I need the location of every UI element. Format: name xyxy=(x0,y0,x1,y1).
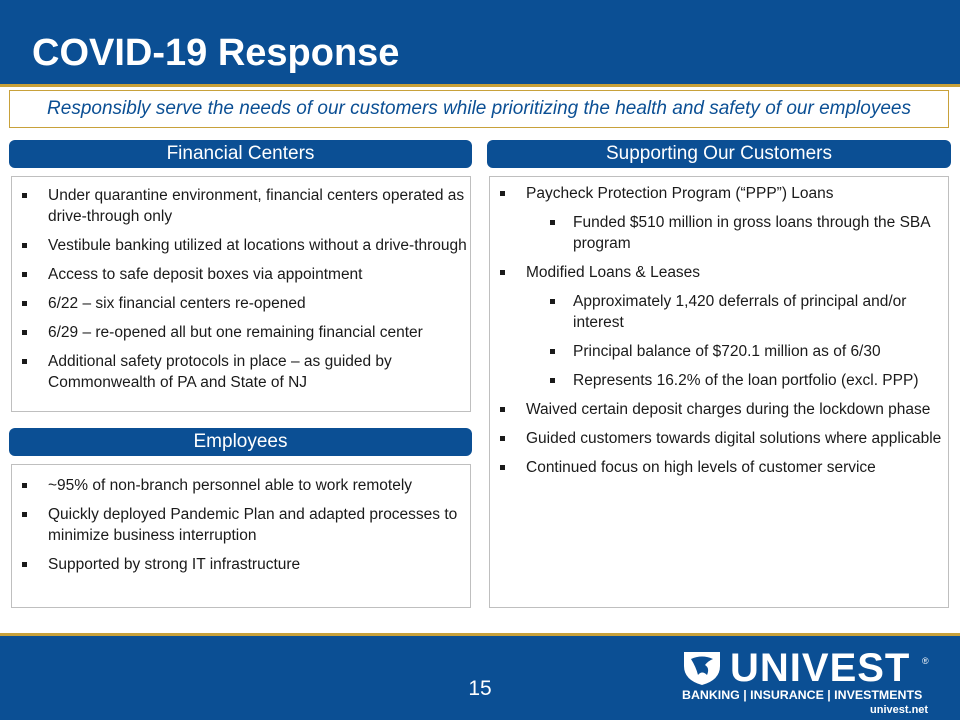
logo-url: univest.net xyxy=(870,704,929,716)
list-item: Guided customers towards digital solutions where applicable xyxy=(490,428,948,449)
employees-heading: Employees xyxy=(9,428,472,456)
supporting-customers-heading: Supporting Our Customers xyxy=(487,140,951,168)
list-item: Waived certain deposit charges during the lockdown phase xyxy=(490,399,948,420)
financial-centers-heading: Financial Centers xyxy=(9,140,472,168)
list-item: 6/29 – re-opened all but one remaining financial center xyxy=(12,322,470,343)
page-number: 15 xyxy=(468,677,492,700)
supporting-customers-list xyxy=(490,183,948,478)
list-item: ~95% of non-branch personnel able to work remotely xyxy=(12,475,470,496)
financial-centers-list xyxy=(12,185,470,393)
list-item: Quickly deployed Pandemic Plan and adapted processes to minimize business interruption xyxy=(12,504,470,546)
page-title: COVID-19 Response xyxy=(32,32,400,74)
list-item: Additional safety protocols in place – as guided by Commonwealth of PA and State of NJ xyxy=(12,351,470,393)
supporting-customers-panel xyxy=(489,176,949,608)
list-item: 6/22 – six financial centers re-opened xyxy=(12,293,470,314)
financial-centers-panel xyxy=(11,176,471,412)
mission-banner: Responsibly serve the needs of our customers while prioritizing the health and safety of our employees xyxy=(9,90,949,128)
univest-logo xyxy=(680,646,940,718)
sub-list-item: Represents 16.2% of the loan portfolio (excl. PPP) xyxy=(490,370,948,391)
list-item: Modified Loans & Leases xyxy=(490,262,948,283)
employees-panel xyxy=(11,464,471,608)
list-item: Paycheck Protection Program (“PPP”) Loans xyxy=(490,183,948,204)
sub-list-item: Approximately 1,420 deferrals of principal and/or interest xyxy=(490,291,948,333)
logo-wordmark: UNIVEST xyxy=(730,646,911,690)
sub-list-item: Principal balance of $720.1 million as of 6/30 xyxy=(490,341,948,362)
sub-list-item: Funded $510 million in gross loans through the SBA program xyxy=(490,212,948,254)
registered-mark: ® xyxy=(922,656,929,666)
list-item: Access to safe deposit boxes via appointment xyxy=(12,264,470,285)
list-item: Supported by strong IT infrastructure xyxy=(12,554,470,575)
list-item: Vestibule banking utilized at locations without a drive-through xyxy=(12,235,470,256)
employees-list xyxy=(12,475,470,575)
logo-tagline: BANKING | INSURANCE | INVESTMENTS xyxy=(682,688,923,702)
list-item: Under quarantine environment, financial centers operated as drive-through only xyxy=(12,185,470,227)
eagle-icon xyxy=(682,648,722,686)
header-gold-rule xyxy=(0,84,960,87)
list-item: Continued focus on high levels of customer service xyxy=(490,457,948,478)
